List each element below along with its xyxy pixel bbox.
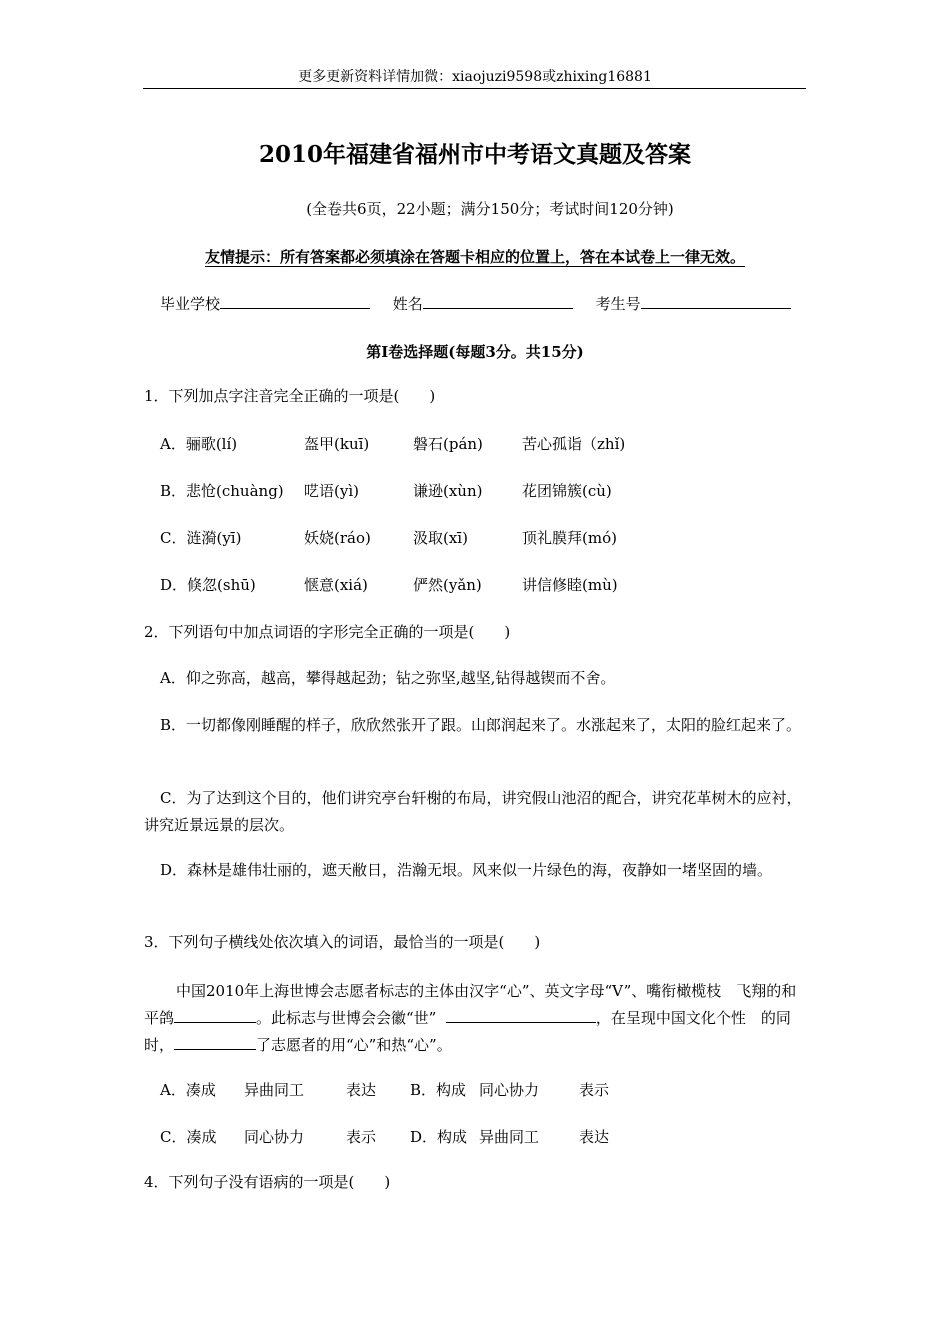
friendly-tip-text: 友情提示：所有答案都必须填涂在答题卡相应的位置上，答在本试卷上一律无效。 <box>204 248 745 266</box>
option-word: D．倏忽(shū) <box>160 576 256 594</box>
option-word: 惬意(xiá) <box>304 576 368 594</box>
option-word: 俨然(yǎn) <box>413 576 482 594</box>
option-word: 异曲同工 <box>244 1081 305 1099</box>
question-2-option-c <box>144 785 806 839</box>
question-2-option-d <box>144 857 806 884</box>
option-text: B．一切都像刚睡醒的样子，欣欣然张开了跟。山郎润起来了。水涨起来了，太阳的脸红起来了。 <box>160 716 802 734</box>
question-1-option-c <box>160 527 617 548</box>
name-label: 姓名 <box>392 295 423 313</box>
student-fields <box>160 293 791 314</box>
option-text: C．为了达到这个目的，他们讲究亭台轩榭的布局，讲究假山池沼的配合，讲究花革树木的应衬，讲究近景远景的层次。 <box>144 789 802 834</box>
header-rule <box>143 88 806 89</box>
exam-info: (全卷共6页，22小题；满分150分；考试时间120分钟) <box>306 200 674 218</box>
friendly-tip <box>0 246 950 267</box>
option-word: A．骊歌(lí) <box>160 435 238 453</box>
option-word: 表达 <box>346 1081 377 1099</box>
question-4-stem: 4．下列句子没有语病的一项是( ) <box>144 1173 391 1191</box>
exam-no-blank[interactable] <box>641 294 791 309</box>
name-blank[interactable] <box>423 294 573 309</box>
question-2-option-a <box>144 665 806 692</box>
fill-blank-1[interactable] <box>174 1008 256 1023</box>
option-word: C．涟漪(yī) <box>160 529 242 547</box>
school-blank[interactable] <box>220 294 370 309</box>
option-word: B．悲怆(chuàng) <box>160 482 284 500</box>
question-1-stem: 1．下列加点字注音完全正确的一项是( ) <box>144 387 436 405</box>
school-label: 毕业学校 <box>160 295 221 313</box>
option-word: 盔甲(kuī) <box>304 435 370 453</box>
option-word: 异曲同工 <box>479 1128 540 1146</box>
question-3-options-row-1 <box>160 1079 609 1100</box>
exam-no-label: 考生号 <box>595 295 641 313</box>
option-word: 汲取(xī) <box>413 529 468 547</box>
question-1-option-a <box>160 433 625 454</box>
question-3-passage <box>144 978 806 1059</box>
option-word: 顶礼膜拜(mó) <box>522 529 617 547</box>
option-text: D．森林是雄伟壮丽的，遮天敝日，浩瀚无垠。风来似一片绿色的海，夜静如一堵坚固的墙。 <box>160 861 773 879</box>
option-word: 谦逊(xùn) <box>413 482 483 500</box>
option-word: 妖娆(ráo) <box>304 529 371 547</box>
option-word: 表示 <box>579 1081 610 1099</box>
option-word: 表示 <box>346 1128 377 1146</box>
option-word: 同心协力 <box>479 1081 540 1099</box>
option-text: A．仰之弥高，越高，攀得越起劲；钻之弥坚,越坚,钻得越锲而不舍。 <box>160 669 616 687</box>
option-word: B．构成 <box>410 1081 467 1099</box>
question-2-stem: 2．下列语句中加点词语的字形完全正确的一项是( ) <box>144 623 511 641</box>
section-heading: 第Ⅰ卷选择题(每题3分。共15分) <box>366 343 584 361</box>
fill-blank-3[interactable] <box>174 1035 256 1050</box>
question-3-stem: 3．下列句子横线处依次填入的词语，最恰当的一项是( ) <box>144 933 541 951</box>
option-word: A．凑成 <box>160 1081 216 1099</box>
passage-part: 。此标志与世博会会徽“世” <box>256 1009 437 1027</box>
passage-part: 了志愿者的用“心”和热“心”。 <box>256 1036 452 1054</box>
option-word: 苦心孤诣（zhǐ) <box>522 435 626 453</box>
question-2-option-b <box>144 712 806 739</box>
fill-blank-2[interactable] <box>446 1008 596 1023</box>
page-title: 2010年福建省福州市中考语文真题及答案 <box>258 141 691 168</box>
option-word: 同心协力 <box>244 1128 305 1146</box>
page-header: 更多更新资料详情加微：xiaojuzi9598或zhixing16881 <box>298 69 652 85</box>
passage-part: 中国2010年上海世博会志愿者标志的主体由汉字“心”、英文字母“V”、嘴衔橄榄枝 飞翔的和平鸽 <box>144 982 797 1027</box>
option-word: 表达 <box>579 1128 610 1146</box>
passage-part: ，在呈现中国文化个性 的同时， <box>144 1009 791 1054</box>
option-word: 花团锦簇(cù) <box>522 482 612 500</box>
option-word: D．构成 <box>410 1128 468 1146</box>
option-word: 呓语(yì) <box>304 482 359 500</box>
option-word: 讲信修睦(mù) <box>522 576 618 594</box>
option-word: C．凑成 <box>160 1128 217 1146</box>
question-3-options-row-2 <box>160 1126 609 1147</box>
option-word: 磐石(pán) <box>413 435 483 453</box>
question-1-option-d <box>160 574 618 595</box>
question-1-option-b <box>160 480 612 501</box>
